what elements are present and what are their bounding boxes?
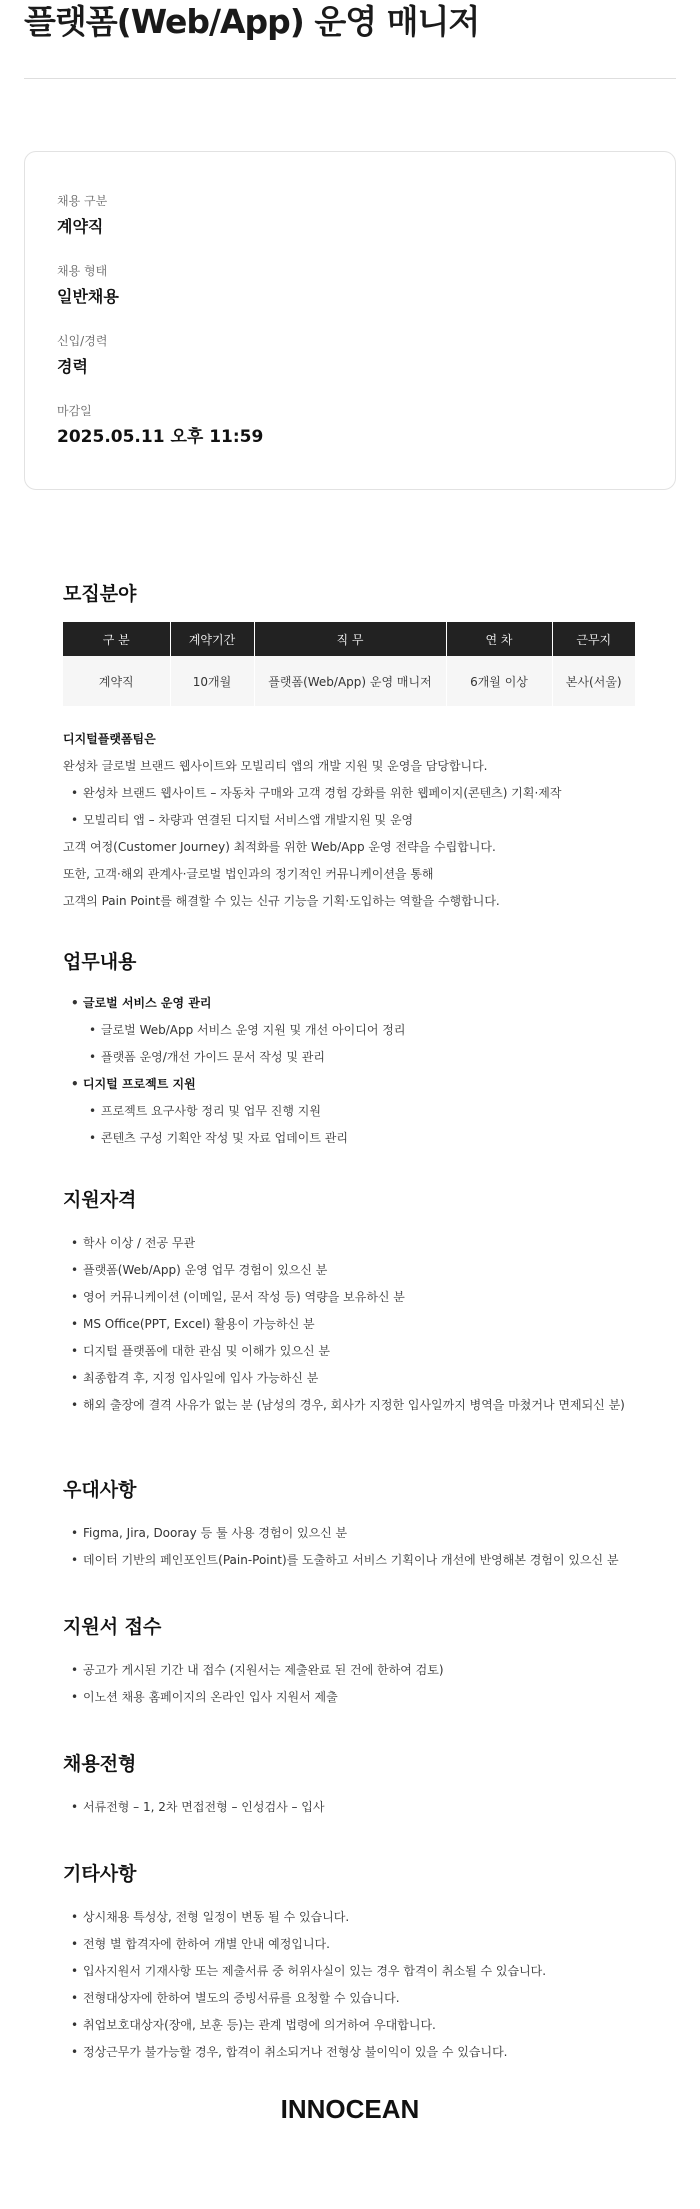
table-header: 구 분 <box>63 622 170 656</box>
list-item: • 서류전형 – 1, 2차 면접전형 – 인성검사 – 입사 <box>63 1794 635 1821</box>
list-item: • MS Office(PPT, Excel) 활용이 가능하신 분 <box>63 1311 635 1338</box>
title-divider <box>24 78 676 79</box>
section-title-etc: 기타사항 <box>63 1863 137 1885</box>
intro-line: 또한, 고객·해외 관계사·글로벌 법인과의 정기적인 커뮤니케이션을 통해 <box>63 867 434 881</box>
list-item: • 상시채용 특성상, 전형 일정이 변동 될 수 있습니다. <box>63 1904 635 1931</box>
table-header: 연 차 <box>446 622 552 656</box>
table-cell: 플랫폼(Web/App) 운영 매니저 <box>254 656 446 706</box>
list-item: • 글로벌 Web/App 서비스 운영 지원 및 개선 아이디어 정리 <box>63 1017 635 1044</box>
preferred-list <box>63 1520 635 1574</box>
info-value: 2025.05.11 오후 11:59 <box>57 427 264 447</box>
info-deadline <box>57 403 263 447</box>
info-value: 계약직 <box>57 217 104 236</box>
list-item: • 학사 이상 / 전공 무관 <box>63 1230 635 1257</box>
section-title-process: 채용전형 <box>63 1753 137 1775</box>
team-intro <box>63 726 635 915</box>
intro-line: 고객 여정(Customer Journey) 최적화를 위한 Web/App 운영 전략을 수립합니다. <box>63 840 496 854</box>
job-info-card <box>24 151 676 490</box>
list-item: • 플랫폼(Web/App) 운영 업무 경험이 있으신 분 <box>63 1257 635 1284</box>
table-row <box>63 656 635 706</box>
table-header: 근무지 <box>552 622 635 656</box>
duties-list <box>63 990 635 1152</box>
list-item: • 글로벌 서비스 운영 관리 <box>63 990 635 1017</box>
table-header: 계약기간 <box>170 622 254 656</box>
intro-line: 디지털플랫폼팀은 <box>63 732 156 746</box>
list-item: • 전형 별 합격자에 한하여 개별 안내 예정입니다. <box>63 1931 635 1958</box>
info-career-level <box>57 333 107 377</box>
list-item: • 프로젝트 요구사항 정리 및 업무 진행 지원 <box>63 1098 635 1125</box>
info-label: 신입/경력 <box>57 334 108 348</box>
intro-line: 완성차 글로벌 브랜드 웹사이트와 모빌리티 앱의 개발 지원 및 운영을 담당합니다. <box>63 759 488 773</box>
list-item: • 플랫폼 운영/개선 가이드 문서 작성 및 관리 <box>63 1044 635 1071</box>
table-header: 직 무 <box>254 622 446 656</box>
apply-list <box>63 1657 635 1711</box>
list-item: • 콘텐츠 구성 기획안 작성 및 자료 업데이트 관리 <box>63 1125 635 1152</box>
intro-bullet: • 완성차 브랜드 웹사이트 – 자동차 구매와 고객 경험 강화를 위한 웹페이지(콘텐츠) 기획·제작 <box>63 780 635 807</box>
table-header-row <box>63 622 635 656</box>
section-title-duties: 업무내용 <box>63 951 137 973</box>
list-item: • 영어 커뮤니케이션 (이메일, 문서 작성 등) 역량을 보유하신 분 <box>63 1284 635 1311</box>
intro-bullet: • 모빌리티 앱 – 차량과 연결된 디지털 서비스앱 개발지원 및 운영 <box>63 807 635 834</box>
list-item: • 최종합격 후, 지정 입사일에 입사 가능하신 분 <box>63 1365 635 1392</box>
list-item: • 데이터 기반의 페인포인트(Pain-Point)를 도출하고 서비스 기획이나 개선에 반영해본 경험이 있으신 분 <box>63 1547 635 1574</box>
table-cell: 계약직 <box>63 656 170 706</box>
list-item: • 취업보호대상자(장애, 보훈 등)는 관계 법령에 의거하여 우대합니다. <box>63 2012 635 2039</box>
etc-list <box>63 1904 635 2066</box>
table-cell: 본사(서울) <box>552 656 635 706</box>
list-item: • 전형대상자에 한하여 별도의 증빙서류를 요청할 수 있습니다. <box>63 1985 635 2012</box>
recruit-table <box>63 622 635 706</box>
list-item: • 입사지원서 기재사항 또는 제출서류 중 허위사실이 있는 경우 합격이 취소될 수 있습니다. <box>63 1958 635 1985</box>
table-cell: 10개월 <box>170 656 254 706</box>
innocean-logo: INNOCEAN <box>280 2094 420 2124</box>
qualifications-list <box>63 1230 635 1419</box>
list-item: • 해외 출장에 결격 사유가 없는 분 (남성의 경우, 회사가 지정한 입사일까지 병역을 마쳤거나 면제되신 분) <box>63 1392 635 1419</box>
intro-line: 고객의 Pain Point를 해결할 수 있는 신규 기능을 기획·도입하는 역할을 수행합니다. <box>63 894 500 908</box>
section-title-apply: 지원서 접수 <box>63 1616 162 1638</box>
list-item: • 디지털 프로젝트 지원 <box>63 1071 635 1098</box>
section-title-qualifications: 지원자격 <box>63 1189 137 1211</box>
list-item: • 이노션 채용 홈페이지의 온라인 입사 지원서 제출 <box>63 1684 635 1711</box>
info-hiring-form <box>57 263 119 307</box>
info-employment-type <box>57 193 107 237</box>
section-title-preferred: 우대사항 <box>63 1479 137 1501</box>
info-label: 채용 구분 <box>57 194 108 208</box>
info-value: 일반채용 <box>57 287 119 306</box>
page-title: 플랫폼(Web/App) 운영 매니저 <box>24 2 480 41</box>
info-label: 채용 형태 <box>57 264 108 278</box>
list-item: • Figma, Jira, Dooray 등 툴 사용 경험이 있으신 분 <box>63 1520 635 1547</box>
process-list <box>63 1794 635 1821</box>
list-item: • 공고가 게시된 기간 내 접수 (지원서는 제출완료 된 건에 한하여 검토) <box>63 1657 635 1684</box>
list-item: • 정상근무가 불가능할 경우, 합격이 취소되거나 전형상 불이익이 있을 수 있습니다. <box>63 2039 635 2066</box>
info-value: 경력 <box>57 357 88 376</box>
table-cell: 6개월 이상 <box>446 656 552 706</box>
section-title-recruit: 모집분야 <box>63 583 137 605</box>
info-label: 마감일 <box>57 404 92 418</box>
list-item: • 디지털 플랫폼에 대한 관심 및 이해가 있으신 분 <box>63 1338 635 1365</box>
